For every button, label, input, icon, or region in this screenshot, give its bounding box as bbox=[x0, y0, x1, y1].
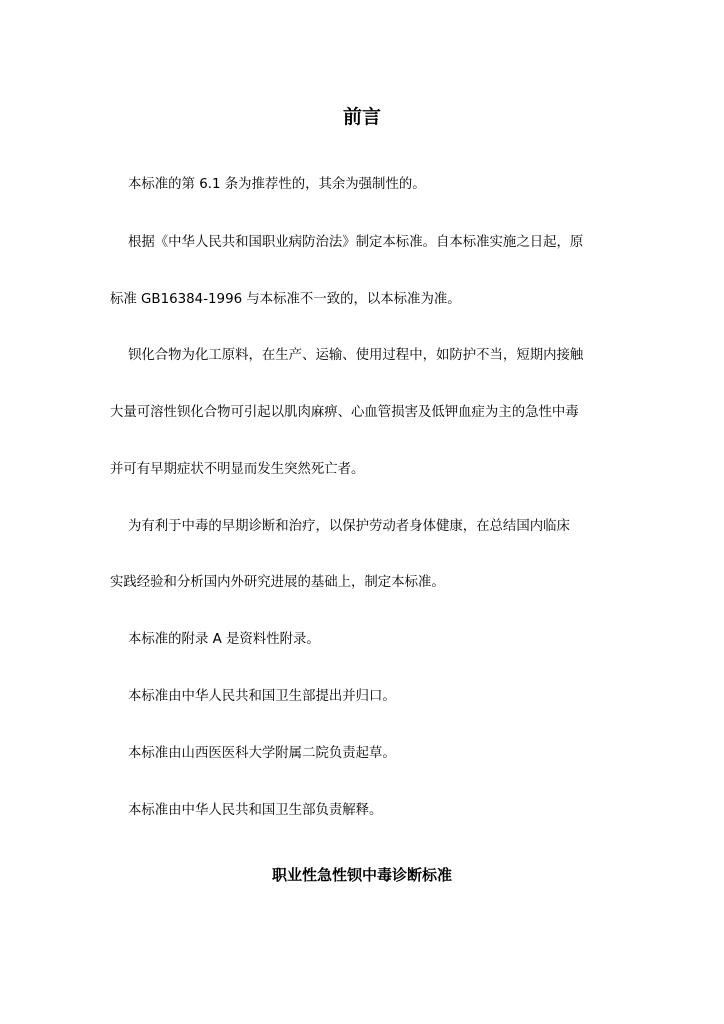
section-title: 职业性急性钡中毒诊断标准 bbox=[271, 866, 452, 884]
paragraph-line: 本标准由中华人民共和国卫生部负责解释。 bbox=[128, 803, 383, 818]
paragraph-line: 根据《中华人民共和国职业病防治法》制定本标准。自本标准实施之日起，原 bbox=[128, 235, 584, 250]
paragraph-line: 并可有早期症状不明显而发生突然死亡者。 bbox=[110, 462, 365, 477]
paragraph-line: 实践经验和分析国内外研究进展的基础上，制定本标准。 bbox=[110, 575, 445, 590]
paragraph-line: 本标准由中华人民共和国卫生部提出并归口。 bbox=[128, 689, 396, 704]
paragraph-line: 大量可溶性钡化合物可引起以肌肉麻痹、心血管损害及低钾血症为主的急性中毒 bbox=[110, 405, 579, 420]
paragraph-line: 本标准的第 6.1 条为推荐性的，其余为强制性的。 bbox=[128, 177, 426, 192]
paragraph-line: 标准 GB16384-1996 与本标准不一致的，以本标准为准。 bbox=[110, 292, 461, 307]
paragraph-line: 本标准由山西医医科大学附属二院负责起草。 bbox=[128, 746, 396, 761]
paragraph-line: 本标准的附录 A 是资料性附录。 bbox=[128, 632, 320, 647]
paragraph-line: 为有利于中毒的早期诊断和治疗，以保护劳动者身体健康，在总结国内临床 bbox=[128, 519, 570, 534]
page-title: 前言 bbox=[342, 106, 381, 128]
paragraph-line: 钡化合物为化工原料，在生产、运输、使用过程中，如防护不当，短期内接触 bbox=[128, 348, 584, 363]
